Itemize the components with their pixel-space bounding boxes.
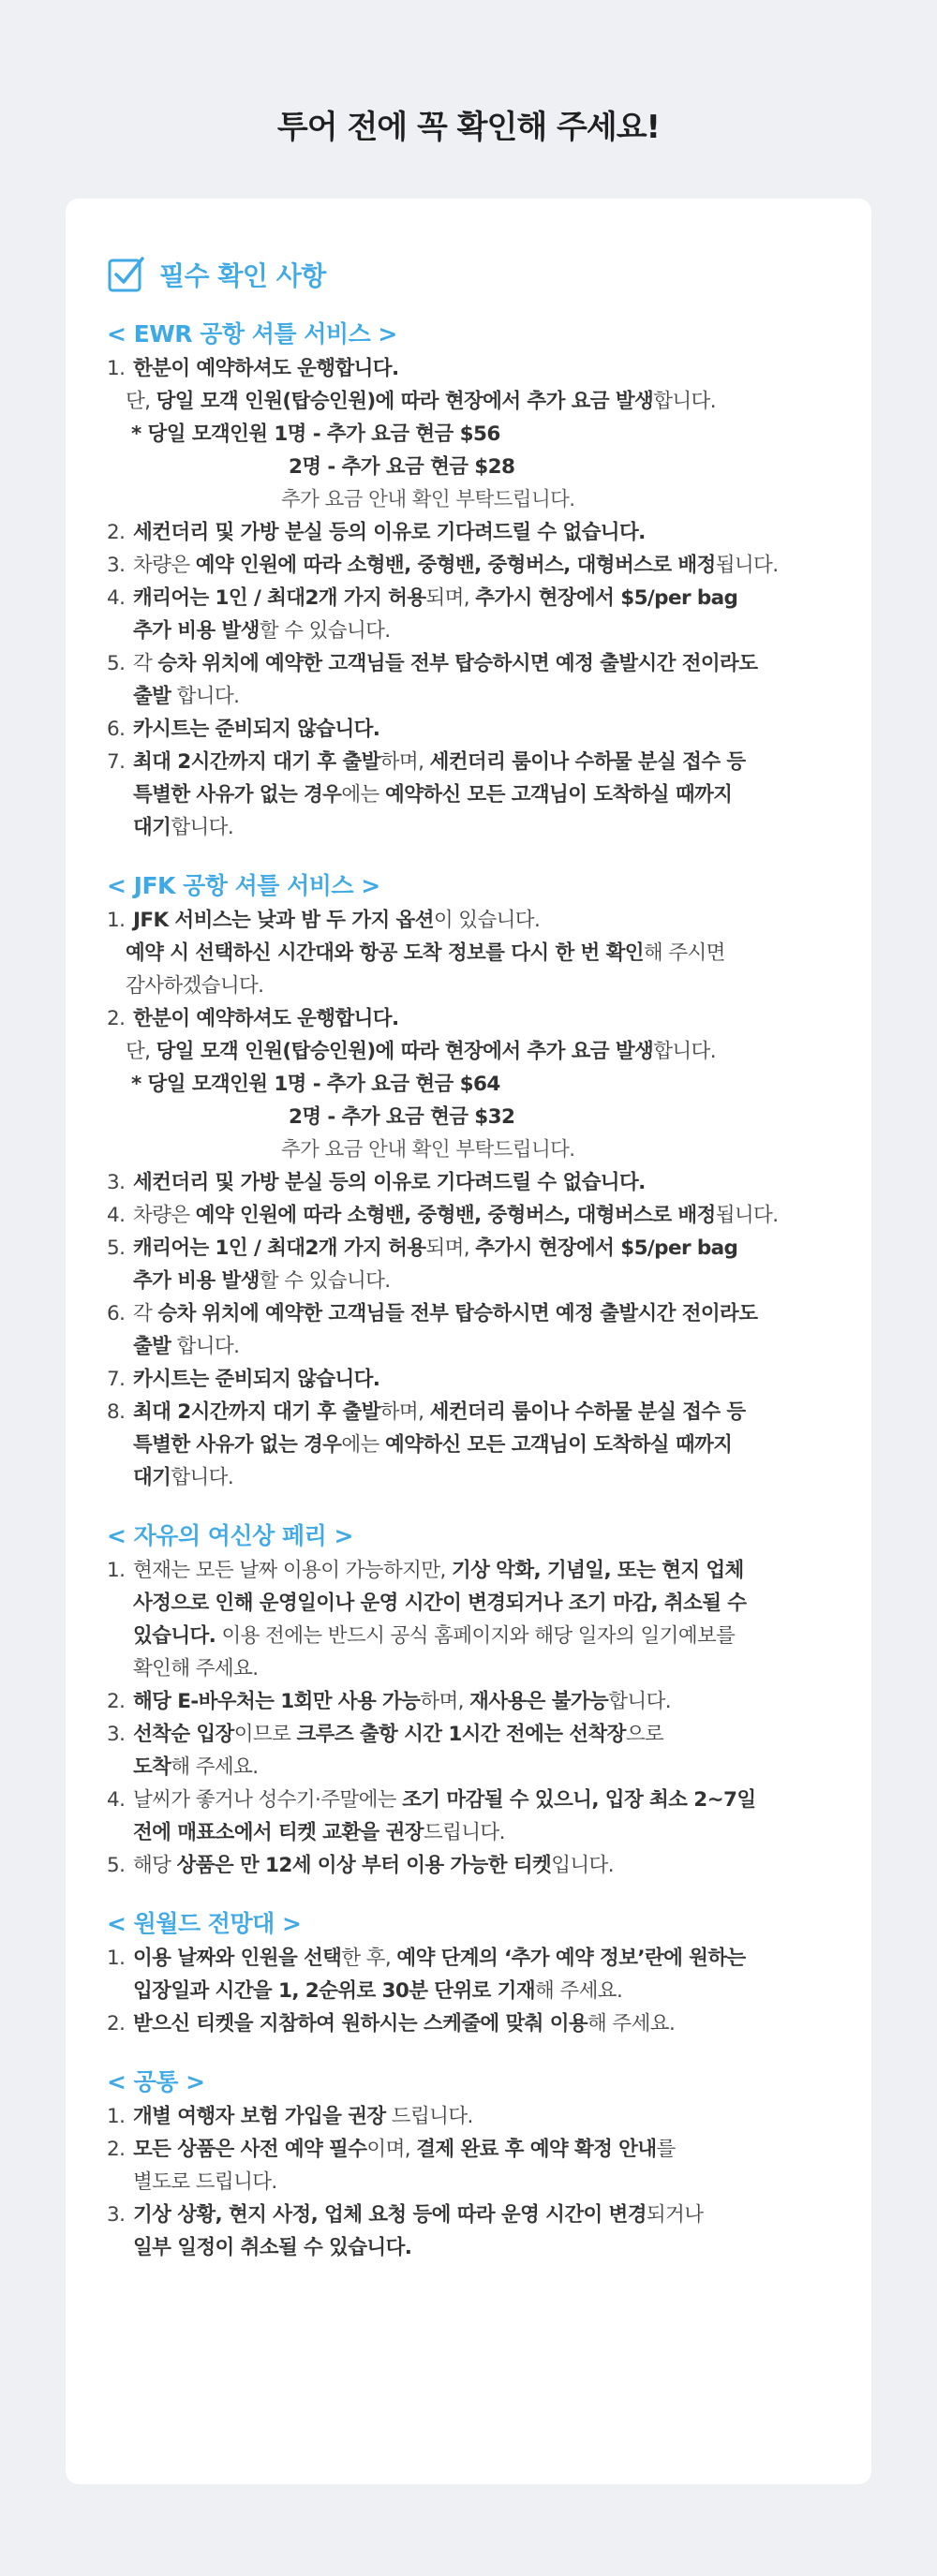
section-title: < 공통 >: [107, 2068, 205, 2095]
list-item: 3. 세컨더리 및 가방 분실 등의 이유로 기다려드릴 수 없습니다.: [107, 1171, 646, 1194]
section-title: < EWR 공항 셔틀 서비스 >: [107, 320, 397, 348]
list-item: 7. 최대 2시간까지 대기 후 출발하며, 세컨더리 룸이나 수하물 분실 접수 등 특별한 사유가 없는 경우에는 예약하신 모든 고객님이 도착하실 때까지 대기합니다.: [107, 750, 746, 839]
ferry-list: [107, 1554, 830, 1882]
section-one-world: [107, 1906, 830, 2040]
section-title: < JFK 공항 셔틀 서비스 >: [107, 872, 380, 899]
list-item: 5. 해당 상품은 만 12세 이상 부터 이용 가능한 티켓입니다.: [107, 1854, 614, 1877]
list-item: 6. 각 승차 위치에 예약한 고객님들 전부 탑승하시면 예정 출발시간 전이라도 출발 합니다.: [107, 1302, 758, 1358]
list-item: 4. 날씨가 좋거나 성수기·주말에는 조기 마감될 수 있으니, 입장 최소 2~7일 전에 매표소에서 티켓 교환을 권장드립니다.: [107, 1788, 756, 1844]
list-item: 1. 한분이 예약하셔도 운행합니다. 단, 당일 모객 인원(탑승인원)에 따라 현장에서 추가 요금 발생합니다. * 당일 모객인원 1명 - 추가 요금 현금 $56 2명 - 추가 요금 현금 $28 추가 요금 안내 확인 부탁드립니다.: [107, 357, 716, 511]
list-item: 6. 카시트는 준비되지 않습니다.: [107, 718, 380, 741]
list-item: 1. JFK 서비스는 낮과 밤 두 가지 옵션이 있습니다. 예약 시 선택하신 시간대와 항공 도착 정보를 다시 한 번 확인해 주시면 감사하겠습니다.: [107, 909, 725, 998]
section-jfk: [107, 868, 830, 1494]
section-ewr: [107, 317, 830, 844]
list-item: 1. 이용 날짜와 인원을 선택한 후, 예약 단계의 ‘추가 예약 정보’란에 원하는 입장일과 시간을 1, 2순위로 30분 단위로 기재해 주세요.: [107, 1947, 746, 2003]
jfk-list: [107, 904, 830, 1494]
list-item: 3. 선착순 입장이므로 크루즈 출항 시간 1시간 전에는 선착장으로 도착해 주세요.: [107, 1723, 664, 1779]
card-title: 필수 확인 사항: [159, 260, 326, 291]
section-title: < 원월드 전망대 >: [107, 1910, 302, 1937]
list-item: 7. 카시트는 준비되지 않습니다.: [107, 1368, 380, 1391]
list-item: 8. 최대 2시간까지 대기 후 출발하며, 세컨더리 룸이나 수하물 분실 접수 등 특별한 사유가 없는 경우에는 예약하신 모든 고객님이 도착하실 때까지 대기합니다.: [107, 1400, 746, 1489]
section-title: < 자유의 여신상 페리 >: [107, 1522, 353, 1549]
list-item: 2. 모든 상품은 사전 예약 필수이며, 결제 완료 후 예약 확정 안내를 별도로 드립니다.: [107, 2138, 676, 2194]
card-header: [107, 253, 830, 296]
list-item: 5. 캐리어는 1인 / 최대2개 가지 허용되며, 추가시 현장에서 $5/per bag 추가 비용 발생할 수 있습니다.: [107, 1236, 738, 1293]
list-item: 1. 현재는 모든 날짜 이용이 가능하지만, 기상 악화, 기념일, 또는 현지 업체 사정으로 인해 운영일이나 운영 시간이 변경되거나 조기 마감, 취소될 수 있습니다. 이용 전에는 반드시 공식 홈페이지와 해당 일자의 일기예보를 확인해 주세요.: [107, 1559, 747, 1680]
list-item: 2. 받으신 티켓을 지참하여 원하시는 스케줄에 맞춰 이용해 주세요.: [107, 2012, 676, 2036]
list-item: 2. 해당 E-바우처는 1회만 사용 가능하며, 재사용은 불가능합니다.: [107, 1690, 671, 1713]
list-item: 2. 세컨더리 및 가방 분실 등의 이유로 기다려드릴 수 없습니다.: [107, 521, 646, 544]
list-item: 1. 개별 여행자 보험 가입을 권장 드립니다.: [107, 2105, 473, 2128]
list-item: 4. 캐리어는 1인 / 최대2개 가지 허용되며, 추가시 현장에서 $5/per bag 추가 비용 발생할 수 있습니다.: [107, 586, 738, 643]
list-item: 2. 한분이 예약하셔도 운행합니다. 단, 당일 모객 인원(탑승인원)에 따라 현장에서 추가 요금 발생합니다. * 당일 모객인원 1명 - 추가 요금 현금 $64 2명 - 추가 요금 현금 $32 추가 요금 안내 확인 부탁드립니다.: [107, 1007, 716, 1162]
list-item: 5. 각 승차 위치에 예약한 고객님들 전부 탑승하시면 예정 출발시간 전이라도 출발 합니다.: [107, 652, 758, 708]
common-list: [107, 2100, 830, 2264]
one-world-list: [107, 1942, 830, 2040]
section-liberty-ferry: [107, 1518, 830, 1882]
list-item: 3. 차량은 예약 인원에 따라 소형밴, 중형밴, 중형버스, 대형버스로 배정됩니다.: [107, 554, 779, 577]
list-item: 4. 차량은 예약 인원에 따라 소형밴, 중형밴, 중형버스, 대형버스로 배정됩니다.: [107, 1204, 779, 1227]
list-item: 3. 기상 상황, 현지 사정, 업체 요청 등에 따라 운영 시간이 변경되거나 일부 일정이 취소될 수 있습니다.: [107, 2203, 704, 2259]
checkbox-checked-icon: [107, 255, 146, 294]
section-common: [107, 2065, 830, 2264]
notice-card: [66, 199, 871, 2484]
ewr-list: [107, 352, 830, 844]
page-title: 투어 전에 꼭 확인해 주세요!: [276, 109, 661, 146]
